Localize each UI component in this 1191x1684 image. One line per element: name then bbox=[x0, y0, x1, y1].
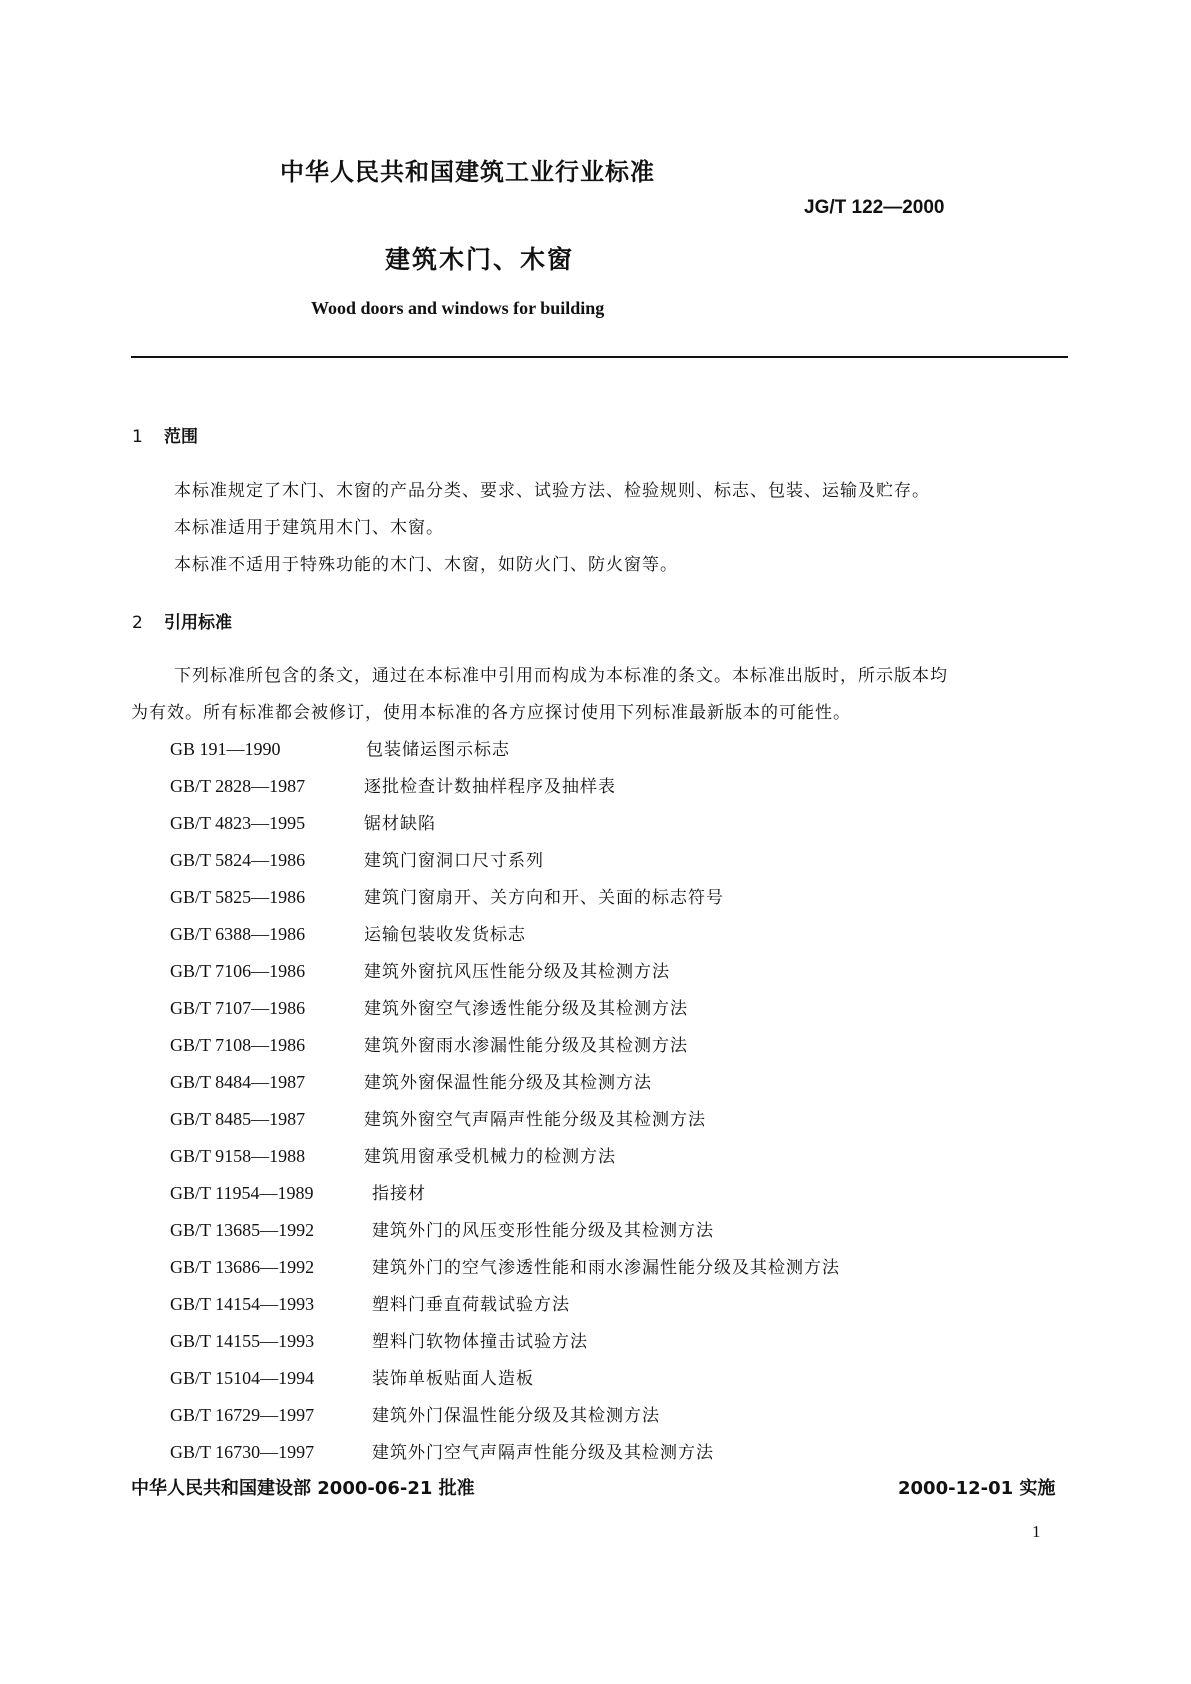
section-1-number: 1 bbox=[132, 427, 143, 447]
reference-code: GB/T 11954—1989 bbox=[170, 1183, 314, 1203]
reference-item bbox=[170, 1327, 588, 1352]
approval-statement: 中华人民共和国建设部 2000-06-21 批准 bbox=[131, 1478, 475, 1499]
reference-name: 建筑外门的空气渗透性能和雨水渗漏性能分级及其检测方法 bbox=[372, 1258, 840, 1278]
reference-item bbox=[170, 1068, 652, 1093]
reference-name: 塑料门垂直荷载试验方法 bbox=[372, 1295, 570, 1315]
section-2-intro-line-1: 下列标准所包含的条文，通过在本标准中引用而构成为本标准的条文。本标准出版时，所示版本均 bbox=[174, 666, 948, 686]
reference-name: 锯材缺陷 bbox=[364, 814, 436, 834]
reference-item bbox=[170, 1253, 840, 1278]
reference-item bbox=[170, 735, 510, 760]
implementation-date: 2000-12-01 实施 bbox=[898, 1478, 1056, 1499]
section-1-heading bbox=[132, 422, 198, 447]
reference-code: GB/T 16729—1997 bbox=[170, 1405, 315, 1425]
reference-code: GB/T 7107—1986 bbox=[170, 998, 306, 1018]
reference-code: GB/T 7106—1986 bbox=[170, 961, 306, 981]
reference-code: GB/T 15104—1994 bbox=[170, 1368, 315, 1388]
reference-item bbox=[170, 994, 688, 1019]
reference-item bbox=[170, 1364, 534, 1389]
reference-item bbox=[170, 846, 544, 871]
standard-code: JG/T 122—2000 bbox=[804, 197, 945, 218]
section-2-number: 2 bbox=[132, 613, 143, 633]
reference-name: 建筑外窗保温性能分级及其检测方法 bbox=[364, 1073, 652, 1093]
issuer-title: 中华人民共和国建筑工业行业标准 bbox=[280, 158, 655, 186]
reference-name: 指接材 bbox=[372, 1184, 426, 1204]
document-title-english: Wood doors and windows for building bbox=[311, 298, 605, 318]
reference-item bbox=[170, 772, 616, 797]
reference-item bbox=[170, 1438, 714, 1463]
document-title: 建筑木门、木窗 bbox=[385, 245, 575, 274]
reference-code: GB/T 9158—1988 bbox=[170, 1146, 306, 1166]
reference-name: 装饰单板贴面人造板 bbox=[372, 1369, 534, 1389]
reference-code: GB/T 2828—1987 bbox=[170, 776, 306, 796]
section-1-paragraph: 本标准规定了木门、木窗的产品分类、要求、试验方法、检验规则、标志、包装、运输及贮存。 bbox=[174, 481, 930, 501]
reference-code: GB/T 7108—1986 bbox=[170, 1035, 306, 1055]
reference-code: GB/T 6388—1986 bbox=[170, 924, 306, 944]
reference-item bbox=[170, 1290, 570, 1315]
reference-item bbox=[170, 1401, 660, 1426]
reference-item bbox=[170, 1142, 616, 1167]
reference-name: 建筑用窗承受机械力的检测方法 bbox=[364, 1147, 616, 1167]
section-2-title: 引用标准 bbox=[164, 613, 232, 633]
reference-item bbox=[170, 957, 670, 982]
reference-name: 塑料门软物体撞击试验方法 bbox=[372, 1332, 588, 1352]
reference-code: GB/T 8484—1987 bbox=[170, 1072, 306, 1092]
page-number: 1 bbox=[1032, 1522, 1041, 1541]
reference-code: GB/T 16730—1997 bbox=[170, 1442, 315, 1462]
reference-name: 建筑外窗空气声隔声性能分级及其检测方法 bbox=[364, 1110, 706, 1130]
header-divider bbox=[131, 356, 1068, 358]
reference-code: GB/T 13685—1992 bbox=[170, 1220, 315, 1240]
reference-name: 建筑外窗雨水渗漏性能分级及其检测方法 bbox=[364, 1036, 688, 1056]
section-2-heading bbox=[132, 608, 232, 633]
reference-name: 建筑门窗洞口尺寸系列 bbox=[364, 851, 544, 871]
reference-code: GB/T 14154—1993 bbox=[170, 1294, 315, 1314]
reference-code: GB 191—1990 bbox=[170, 739, 281, 759]
reference-code: GB/T 14155—1993 bbox=[170, 1331, 315, 1351]
reference-item bbox=[170, 809, 436, 834]
reference-code: GB/T 5824—1986 bbox=[170, 850, 306, 870]
reference-code: GB/T 4823—1995 bbox=[170, 813, 306, 833]
reference-code: GB/T 13686—1992 bbox=[170, 1257, 315, 1277]
reference-name: 建筑外门的风压变形性能分级及其检测方法 bbox=[372, 1221, 714, 1241]
reference-item bbox=[170, 1179, 426, 1204]
reference-code: GB/T 5825—1986 bbox=[170, 887, 306, 907]
reference-item bbox=[170, 1216, 714, 1241]
reference-name: 建筑外门保温性能分级及其检测方法 bbox=[372, 1406, 660, 1426]
reference-item bbox=[170, 1105, 706, 1130]
reference-item bbox=[170, 920, 526, 945]
reference-name: 建筑门窗扇开、关方向和开、关面的标志符号 bbox=[364, 888, 724, 908]
section-1-paragraph: 本标准适用于建筑用木门、木窗。 bbox=[174, 518, 444, 538]
reference-code: GB/T 8485—1987 bbox=[170, 1109, 306, 1129]
reference-name: 运输包装收发货标志 bbox=[364, 925, 526, 945]
reference-name: 逐批检查计数抽样程序及抽样表 bbox=[364, 777, 616, 797]
section-1-title: 范围 bbox=[164, 427, 198, 447]
section-2-intro-line-2: 为有效。所有标准都会被修订，使用本标准的各方应探讨使用下列标准最新版本的可能性。 bbox=[131, 703, 851, 723]
reference-item bbox=[170, 883, 724, 908]
section-1-paragraph: 本标准不适用于特殊功能的木门、木窗，如防火门、防火窗等。 bbox=[174, 555, 678, 575]
reference-name: 建筑外窗空气渗透性能分级及其检测方法 bbox=[364, 999, 688, 1019]
reference-name: 建筑外窗抗风压性能分级及其检测方法 bbox=[364, 962, 670, 982]
reference-name: 建筑外门空气声隔声性能分级及其检测方法 bbox=[372, 1443, 714, 1463]
reference-item bbox=[170, 1031, 688, 1056]
reference-name: 包装储运图示标志 bbox=[366, 740, 510, 760]
